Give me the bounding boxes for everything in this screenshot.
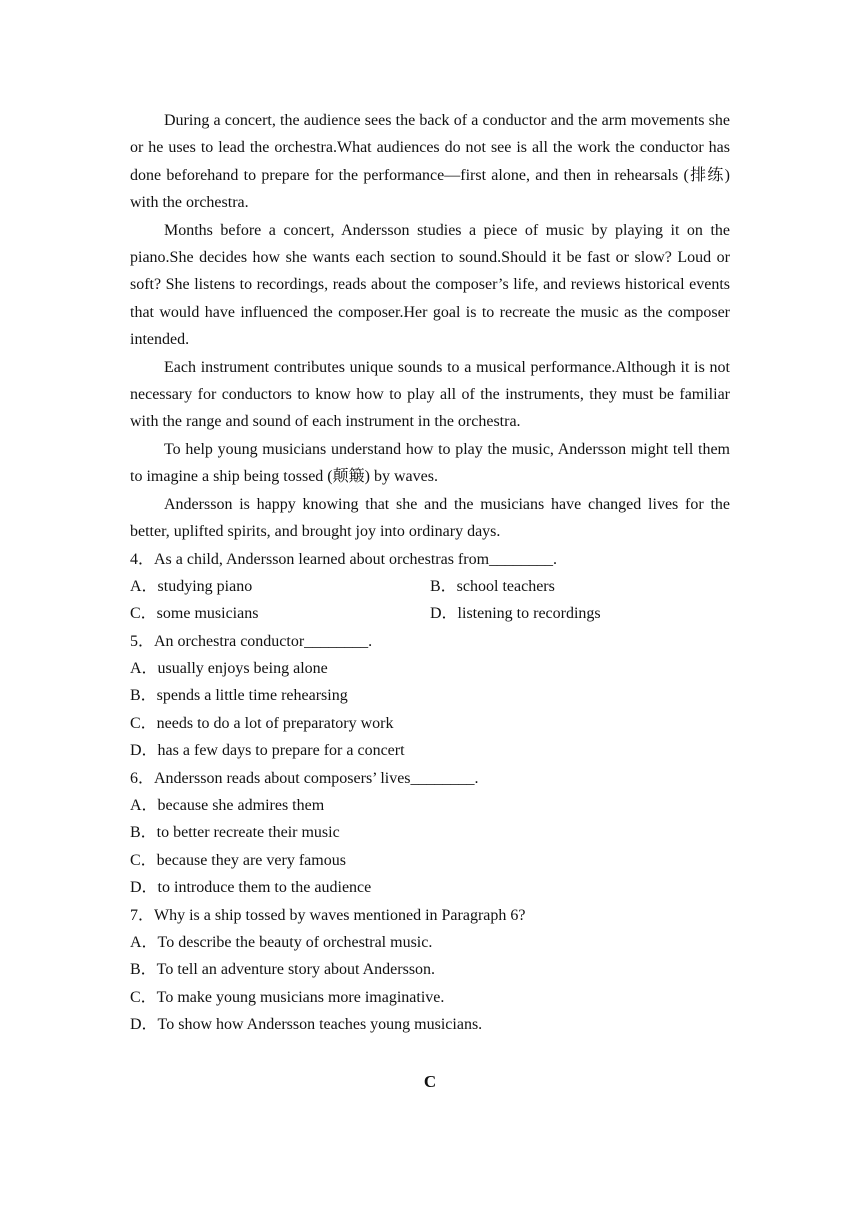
question-6-option-b: B．to better recreate their music (130, 824, 340, 842)
question-4-option-b: B．school teachers (430, 577, 555, 595)
question-6-option-d: D．to introduce them to the audience (130, 879, 372, 897)
question-4-options-row-2 (130, 600, 730, 627)
question-6-stem: 6．Andersson reads about composers’ lives________. (130, 769, 479, 787)
question-4 (130, 546, 730, 628)
passage-paragraph-1: During a concert, the audience sees the back of a conductor and the arm movements she or he uses to lead the orchestra.What audiences do not see is all the work the conductor has done beforehand to prepare for the performance—first alone, and then in rehearsals (排练) with the orchestra. (130, 112, 730, 212)
question-4-stem: 4．As a child, Andersson learned about orchestras from________. (130, 550, 558, 568)
question-7-option-c: C．To make young musicians more imaginative. (130, 988, 445, 1006)
passage-paragraph-2: Months before a concert, Andersson studies a piece of music by playing it on the piano.She decides how she wants each section to sound.Should it be fast or slow? Loud or soft? She listens to recordings, reads about the composer’s life, and reviews historical events that would have influenced the composer.Her goal is to recreate the music as the composer intended. (130, 221, 730, 349)
question-6-option-c: C．because they are very famous (130, 851, 346, 869)
question-5-option-d: D．has a few days to prepare for a concert (130, 742, 405, 760)
question-7-option-d: D．To show how Andersson teaches young musicians. (130, 1016, 483, 1034)
question-4-option-d: D．listening to recordings (430, 605, 601, 623)
question-5-option-c: C．needs to do a lot of preparatory work (130, 714, 394, 732)
section-heading: C (423, 1072, 437, 1091)
content-area (130, 107, 730, 1039)
question-5 (130, 628, 730, 765)
question-4-option-a: A．studying piano (130, 577, 253, 595)
question-7-stem: 7．Why is a ship tossed by waves mentioned in Paragraph 6? (130, 906, 526, 924)
question-5-option-a: A．usually enjoys being alone (130, 660, 328, 678)
question-5-option-b: B．spends a little time rehearsing (130, 687, 348, 705)
question-7-option-b: B．To tell an adventure story about Andersson. (130, 961, 436, 979)
question-6-option-a: A．because she admires them (130, 797, 325, 815)
question-5-stem: 5．An orchestra conductor________. (130, 632, 373, 650)
question-7 (130, 902, 730, 1039)
question-6 (130, 765, 730, 902)
question-4-option-c: C．some musicians (130, 605, 259, 623)
passage-paragraph-3: Each instrument contributes unique sounds to a musical performance.Although it is not necessary for conductors to know how to play all of the instruments, they must be familiar with the range and sound of each instrument in the orchestra. (130, 358, 730, 431)
passage-paragraph-4: To help young musicians understand how to play the music, Andersson might tell them to imagine a ship being tossed (颠簸) by waves. (130, 440, 730, 486)
question-7-option-a: A．To describe the beauty of orchestral music. (130, 933, 433, 951)
question-4-options-row-1 (130, 573, 730, 600)
passage-paragraph-5: Andersson is happy knowing that she and the musicians have changed lives for the better, uplifted spirits, and brought joy into ordinary days. (130, 495, 730, 541)
